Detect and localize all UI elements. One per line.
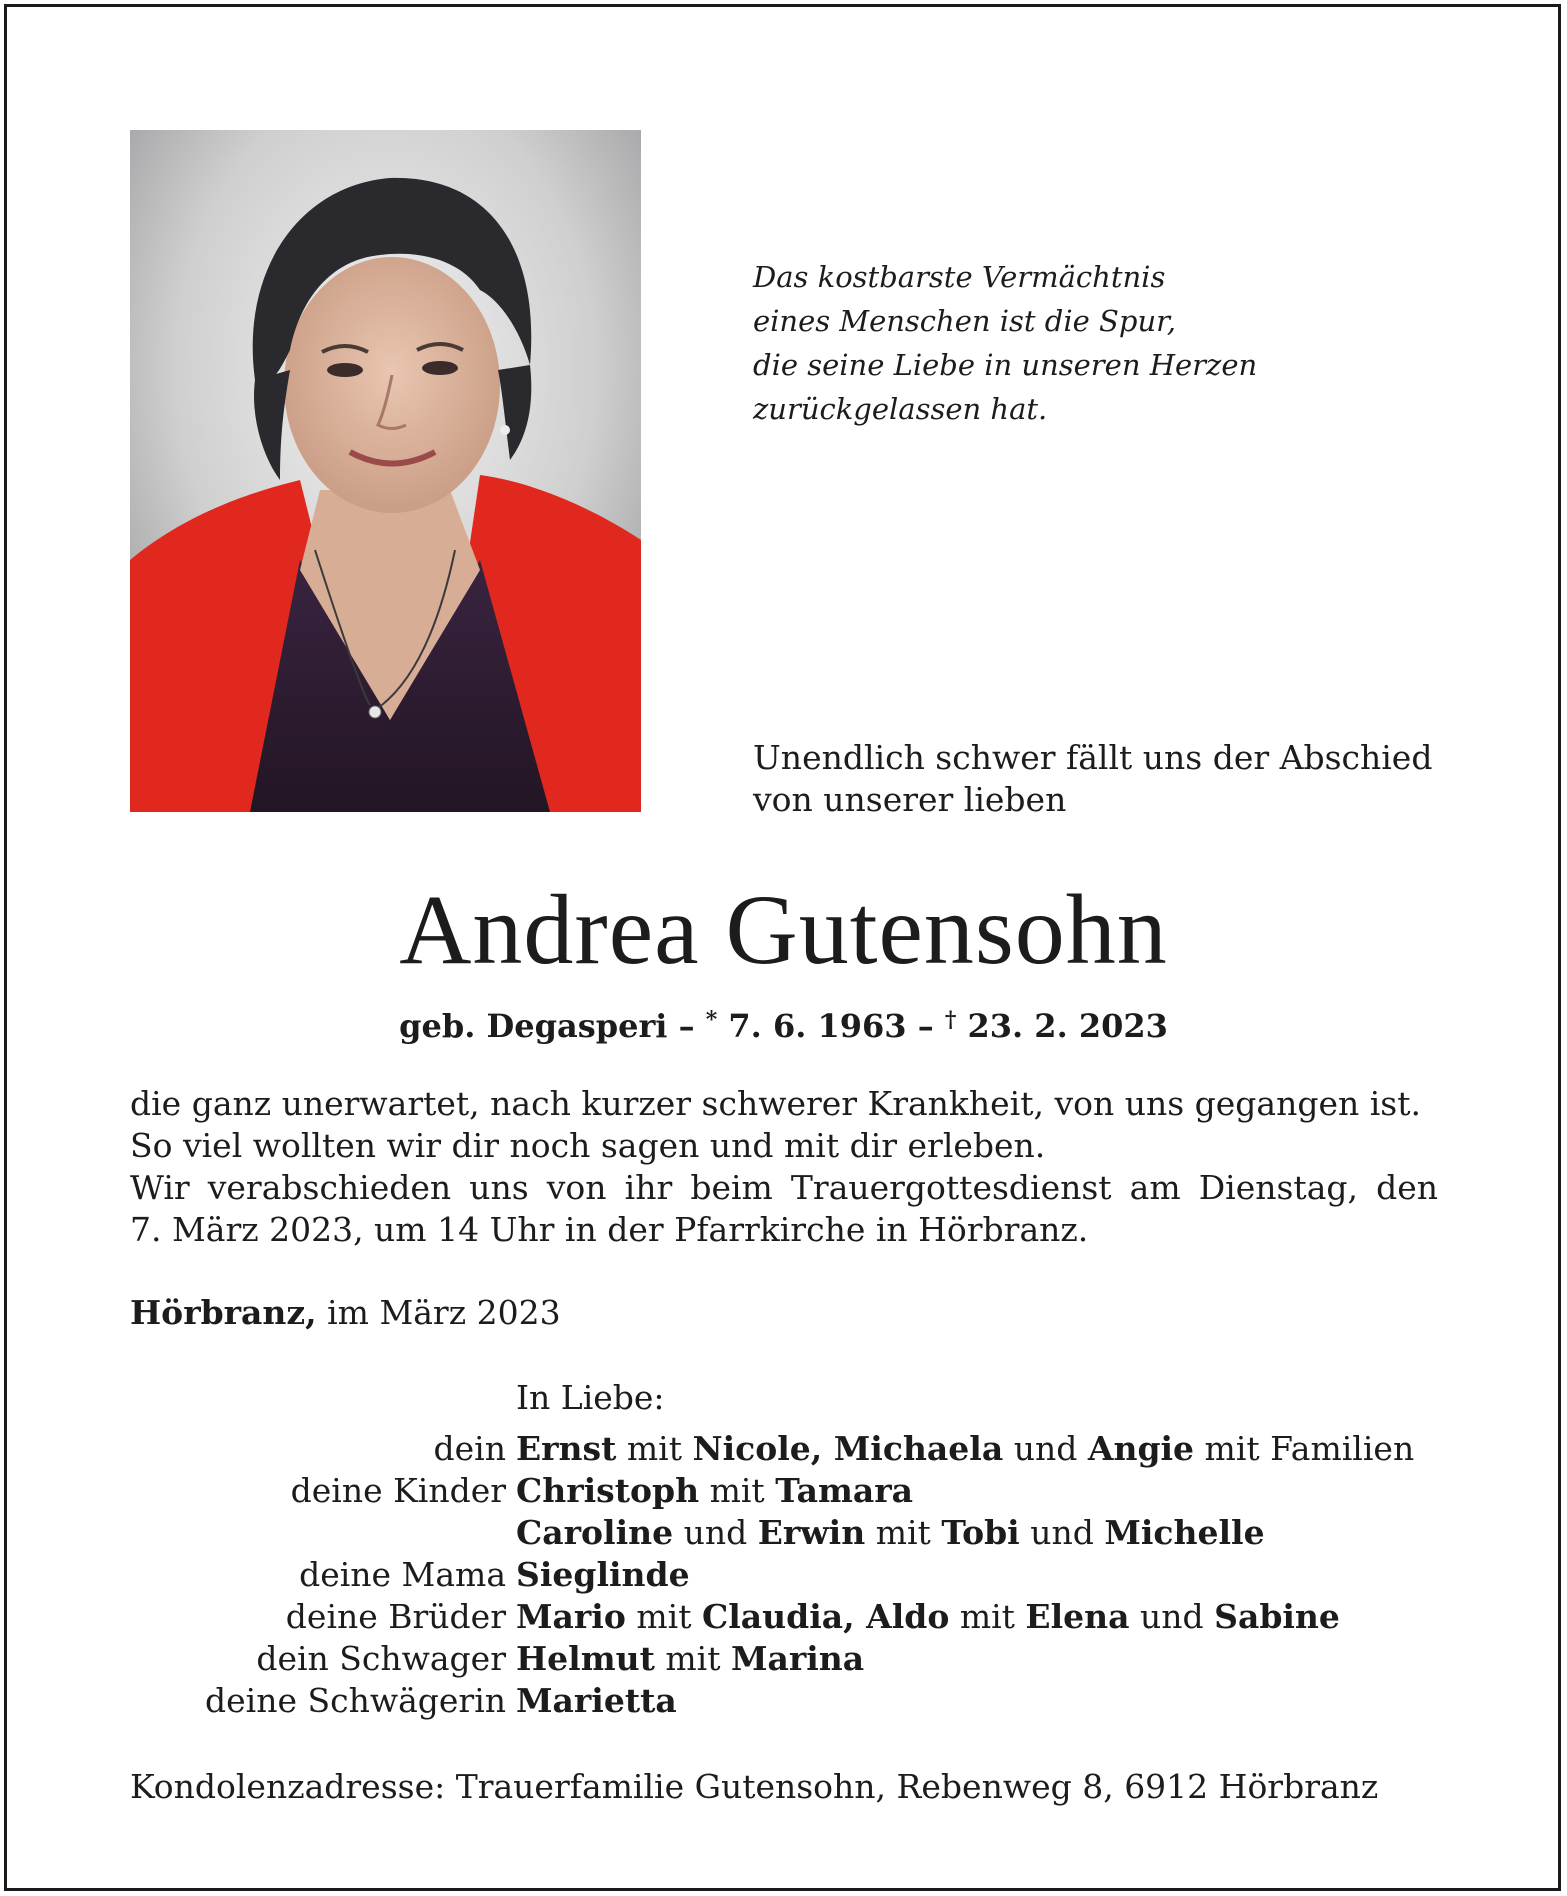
connector-text: und (1019, 1513, 1105, 1552)
mourner-row (130, 1428, 1480, 1470)
connector-text: mit (625, 1597, 702, 1636)
connector-text: und (673, 1513, 758, 1552)
body-line: So viel wollten wir dir noch sagen und mit dir erleben. (130, 1126, 1046, 1165)
relation-label: deine Brüder (285, 1597, 506, 1636)
mourners-list (130, 1428, 1480, 1722)
connector-text: mit Familien (1194, 1429, 1415, 1468)
place-town: Hörbranz, (130, 1293, 317, 1332)
connector-text: mit (865, 1513, 942, 1552)
mourner-names (516, 1596, 1340, 1638)
in-love-heading: In Liebe: (516, 1378, 665, 1417)
date-separator: – (906, 1007, 945, 1045)
maiden-name: geb. Degasperi (399, 1007, 668, 1045)
mourner-name: Mario (516, 1597, 626, 1636)
relation-label: deine Mama (299, 1555, 506, 1594)
mourner-names (516, 1680, 677, 1722)
mourner-name: Ernst (516, 1429, 617, 1468)
place-month: im März 2023 (316, 1293, 561, 1332)
mourner-names (516, 1470, 913, 1512)
mourner-name: Tamara (775, 1471, 914, 1510)
connector-text: mit (654, 1639, 731, 1678)
connector-text: mit (949, 1597, 1026, 1636)
death-date: 23. 2. 2023 (956, 1007, 1168, 1045)
relation-label: dein (433, 1429, 506, 1468)
mourner-row (130, 1638, 1480, 1680)
connector-text: und (1129, 1597, 1215, 1636)
farewell-intro (753, 737, 1473, 821)
body-line: Wir verabschieden uns von ihr beim Trauergottesdienst am Dienstag, den (130, 1168, 1438, 1207)
mourner-name: Tobi (941, 1513, 1020, 1552)
portrait-photo (130, 130, 641, 812)
mourner-names (516, 1512, 1265, 1554)
mourner-name: Claudia, Aldo (701, 1597, 950, 1636)
body-line: die ganz unerwartet, nach kurzer schwerer Krankheit, von uns gegangen ist. (130, 1084, 1421, 1123)
body-line: 7. März 2023, um 14 Uhr in der Pfarrkirche in Hörbranz. (130, 1210, 1089, 1249)
mourner-name: Erwin (757, 1513, 866, 1552)
relation-label: deine Schwägerin (205, 1681, 506, 1720)
motto-line: eines Menschen ist die Spur, (753, 304, 1177, 338)
motto-line: die seine Liebe in unseren Herzen (753, 348, 1258, 382)
connector-text: mit (616, 1429, 693, 1468)
mourner-row (130, 1470, 1480, 1512)
mourner-names (516, 1428, 1414, 1470)
mourner-row (130, 1554, 1480, 1596)
mourner-names (516, 1554, 690, 1596)
mourner-name: Marina (730, 1639, 865, 1678)
condolence-address: Kondolenzadresse: Trauerfamilie Gutensohn, Rebenweg 8, 6912 Hörbranz (130, 1767, 1379, 1806)
motto-line: Das kostbarste Vermächtnis (753, 260, 1166, 294)
place-date (130, 1292, 561, 1334)
mourner-name: Marietta (516, 1681, 677, 1720)
mourner-name: Christoph (516, 1471, 700, 1510)
motto-line: zurückgelassen hat. (753, 392, 1048, 426)
mourner-name: Sieglinde (516, 1555, 690, 1594)
birth-symbol: * (705, 1007, 718, 1033)
deceased-name: Andrea Gutensohn (399, 874, 1168, 985)
motto-quote (753, 255, 1473, 431)
life-dates (0, 999, 1567, 1047)
intro-line: von unserer lieben (753, 780, 1067, 819)
death-symbol: † (944, 1007, 957, 1033)
mourner-name: Caroline (516, 1513, 674, 1552)
mourner-names (516, 1638, 864, 1680)
mourner-row (130, 1512, 1480, 1554)
date-separator: – (667, 1007, 706, 1045)
mourner-name: Angie (1087, 1429, 1195, 1468)
connector-text: mit (699, 1471, 776, 1510)
mourner-name: Michelle (1104, 1513, 1265, 1552)
intro-line: Unendlich schwer fällt uns der Abschied (753, 738, 1433, 777)
mourner-name: Sabine (1214, 1597, 1340, 1636)
mourner-name: Elena (1025, 1597, 1130, 1636)
mourner-row (130, 1596, 1480, 1638)
relation-label: deine Kinder (290, 1471, 506, 1510)
birth-date: 7. 6. 1963 (717, 1007, 907, 1045)
mourner-name: Nicole, Michaela (692, 1429, 1004, 1468)
mourner-name: Helmut (516, 1639, 655, 1678)
relation-label: dein Schwager (256, 1639, 506, 1678)
connector-text: und (1003, 1429, 1088, 1468)
announcement-body (130, 1083, 1438, 1251)
portrait-illustration (130, 130, 641, 812)
mourner-row (130, 1680, 1480, 1722)
relation-label (130, 1512, 516, 1554)
